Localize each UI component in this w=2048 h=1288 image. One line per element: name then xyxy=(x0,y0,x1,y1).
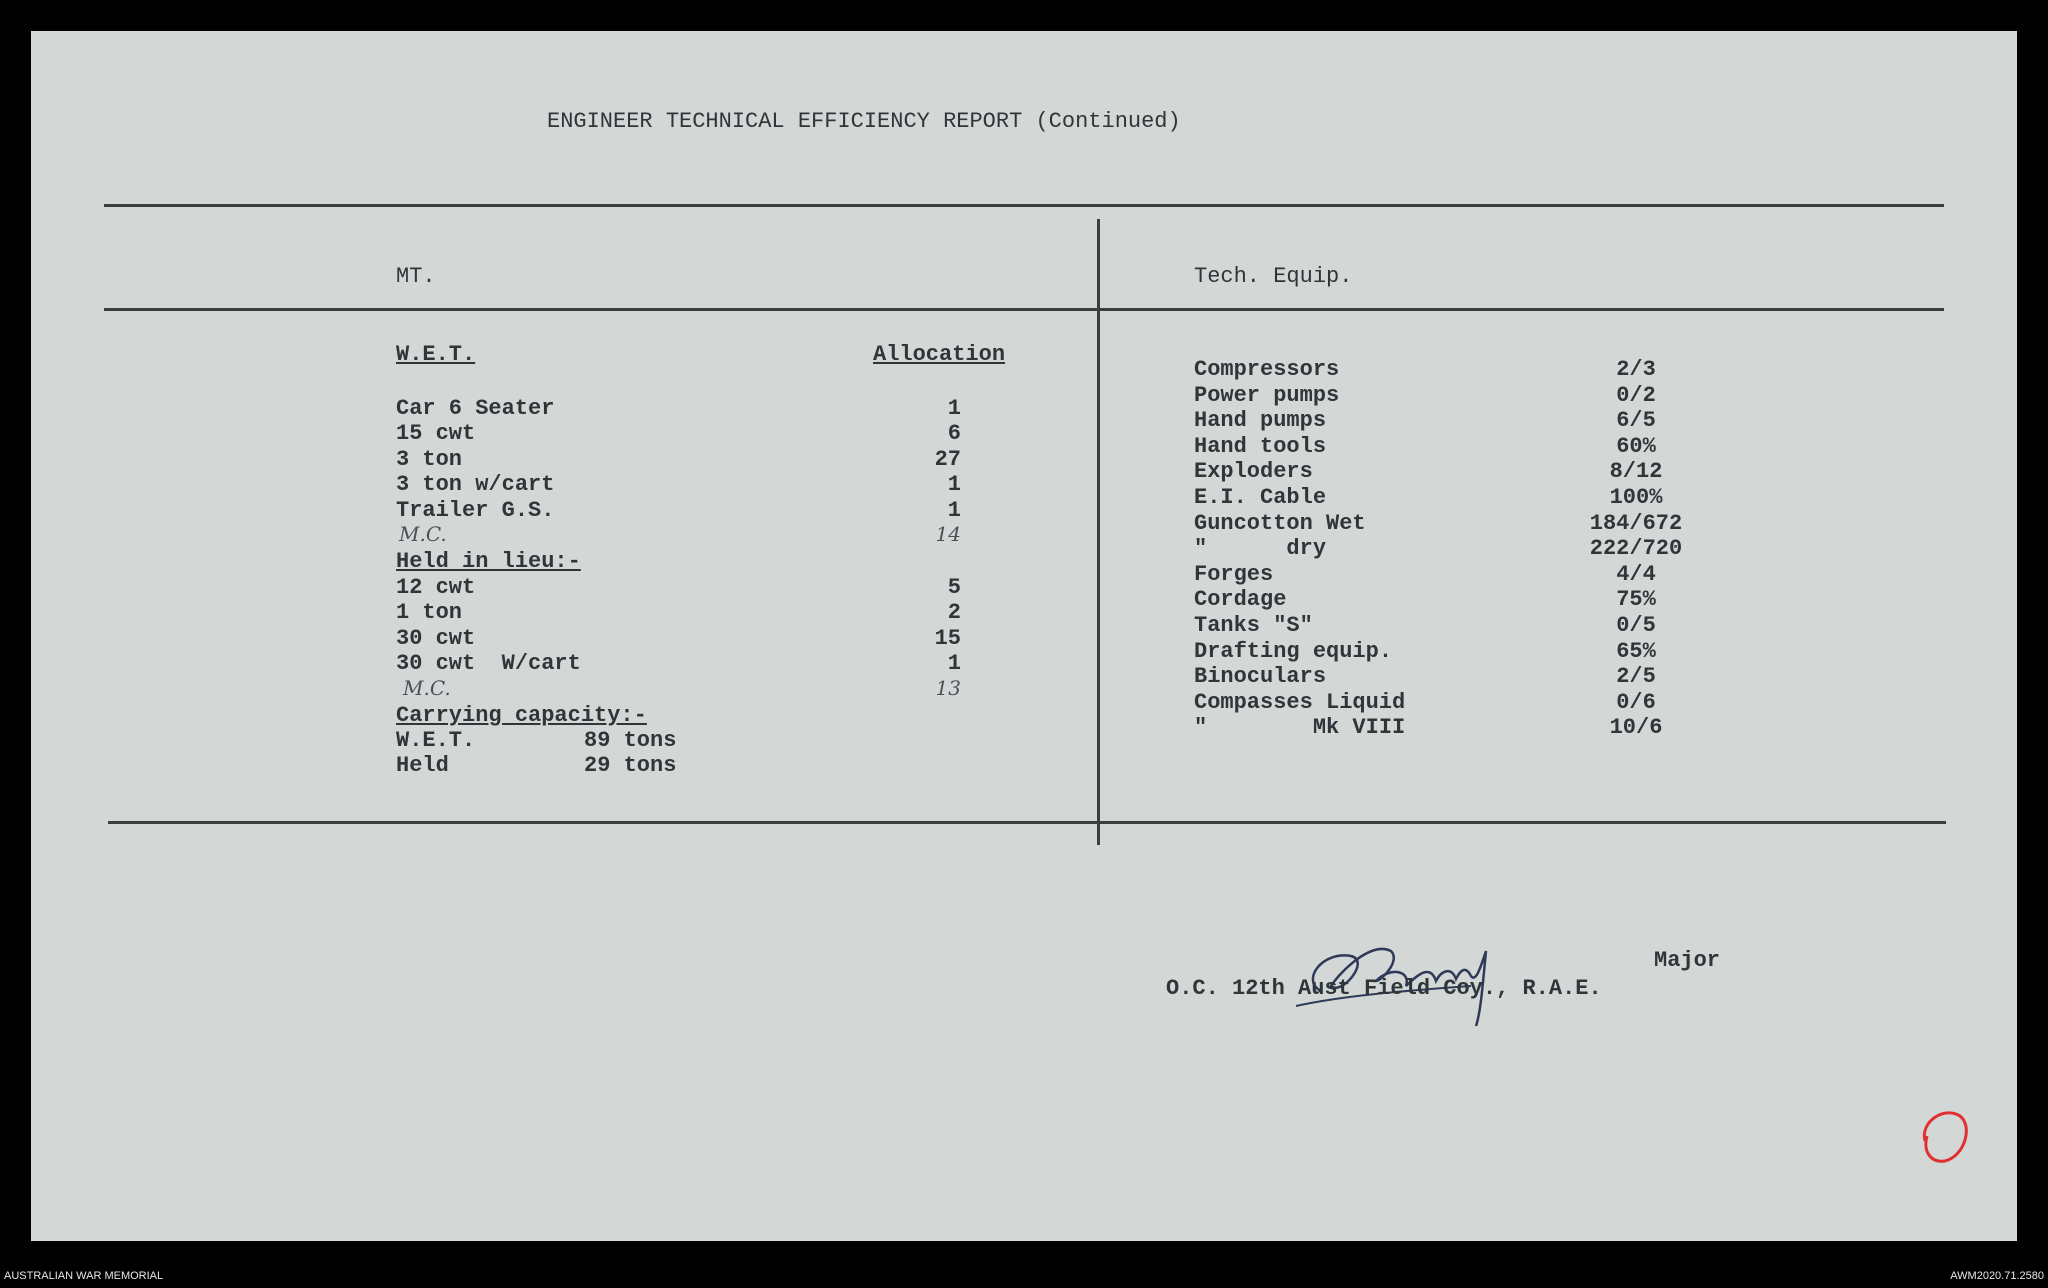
list-item: Car 6 Seater xyxy=(396,396,555,421)
list-item-value: 5 xyxy=(947,575,961,600)
tech-equip-item: Cordage xyxy=(1194,587,1287,612)
column-divider xyxy=(1097,219,1100,845)
tech-equip-value: 2/3 xyxy=(1616,357,1656,382)
tech-equip-item: Hand pumps xyxy=(1194,408,1327,433)
signature-line: O.C. 12th Aust Field Coy., R.A.E. xyxy=(1166,976,1602,1001)
tech-equip-item: Guncotton Wet xyxy=(1194,511,1366,536)
list-item-value: 1 xyxy=(947,498,961,523)
handwritten-mc-value: 14 xyxy=(935,522,961,546)
list-item: 1 ton xyxy=(396,600,463,625)
list-item: 15 cwt xyxy=(396,421,476,446)
tech-equip-item: Compasses Liquid xyxy=(1194,690,1406,715)
tech-equip-item: Tanks "S" xyxy=(1194,613,1313,638)
tech-equip-value: 0/6 xyxy=(1616,690,1656,715)
tech-equip-item: Exploders xyxy=(1194,459,1313,484)
list-item-value: 1 xyxy=(947,472,961,497)
footer-right: AWM2020.71.2580 xyxy=(1950,1270,2044,1282)
capacity-item: Held xyxy=(396,753,449,778)
list-item-value: 1 xyxy=(947,651,961,676)
tech-equip-value: 100% xyxy=(1609,485,1663,510)
tech-equip-value: 2/5 xyxy=(1616,664,1656,689)
report-title: ENGINEER TECHNICAL EFFICIENCY REPORT (Continued) xyxy=(547,109,1181,134)
tech-equip-value: 10/6 xyxy=(1609,715,1663,740)
tech-equip-value: 0/2 xyxy=(1616,383,1656,408)
tech-equip-value: 6/5 xyxy=(1616,408,1656,433)
list-item: Trailer G.S. xyxy=(396,498,555,523)
list-item: 30 cwt W/cart xyxy=(396,651,581,676)
footer-left: AUSTRALIAN WAR MEMORIAL xyxy=(4,1270,164,1282)
tech-equip-value: 184/672 xyxy=(1589,511,1683,536)
signature-rank: Major xyxy=(1654,948,1721,973)
top-rule xyxy=(104,204,1944,207)
wet-heading: W.E.T. xyxy=(396,342,476,367)
capacity-value: 89 tons xyxy=(584,728,677,753)
tech-equip-value: 65% xyxy=(1616,639,1656,664)
handwritten-mc: M.C. xyxy=(399,522,447,546)
tech-equip-header: Tech. Equip. xyxy=(1194,264,1353,289)
tech-equip-value: 222/720 xyxy=(1589,536,1683,561)
handwritten-mc: M.C. xyxy=(403,676,451,700)
list-item: 3 ton xyxy=(396,447,463,472)
list-item: 3 ton w/cart xyxy=(396,472,555,497)
bottom-rule xyxy=(108,821,1946,824)
list-item-value: 2 xyxy=(947,600,961,625)
handwritten-mc-value: 13 xyxy=(935,676,961,700)
mt-header: MT. xyxy=(396,264,436,289)
signature xyxy=(1281,911,1581,1031)
tech-equip-value: 4/4 xyxy=(1616,562,1656,587)
tech-equip-item: Power pumps xyxy=(1194,383,1340,408)
list-item: 12 cwt xyxy=(396,575,476,600)
list-item-value: 27 xyxy=(934,447,961,472)
tech-equip-item: " Mk VIII xyxy=(1194,715,1406,740)
list-item-value: 1 xyxy=(947,396,961,421)
tech-equip-value: 8/12 xyxy=(1609,459,1663,484)
list-item-value: 15 xyxy=(934,626,961,651)
tech-equip-item: Compressors xyxy=(1194,357,1340,382)
capacity-item: W.E.T. xyxy=(396,728,476,753)
tech-equip-item: Binoculars xyxy=(1194,664,1327,689)
tech-equip-item: E.I. Cable xyxy=(1194,485,1327,510)
allocation-heading: Allocation xyxy=(873,342,1006,367)
tech-equip-item: Hand tools xyxy=(1194,434,1327,459)
tech-equip-item: Forges xyxy=(1194,562,1274,587)
held-in-lieu-heading: Held in lieu:- xyxy=(396,549,581,574)
carrying-capacity-heading: Carrying capacity:- xyxy=(396,703,647,728)
tech-equip-value: 60% xyxy=(1616,434,1656,459)
tech-equip-item: " dry xyxy=(1194,536,1327,561)
list-item: 30 cwt xyxy=(396,626,476,651)
tech-equip-value: 75% xyxy=(1616,587,1656,612)
red-circle-mark xyxy=(1915,1101,1975,1171)
capacity-value: 29 tons xyxy=(584,753,677,778)
list-item-value: 6 xyxy=(947,421,961,446)
tech-equip-value: 0/5 xyxy=(1616,613,1656,638)
header-rule xyxy=(104,308,1944,311)
tech-equip-item: Drafting equip. xyxy=(1194,639,1393,664)
document-page xyxy=(31,31,2017,1241)
